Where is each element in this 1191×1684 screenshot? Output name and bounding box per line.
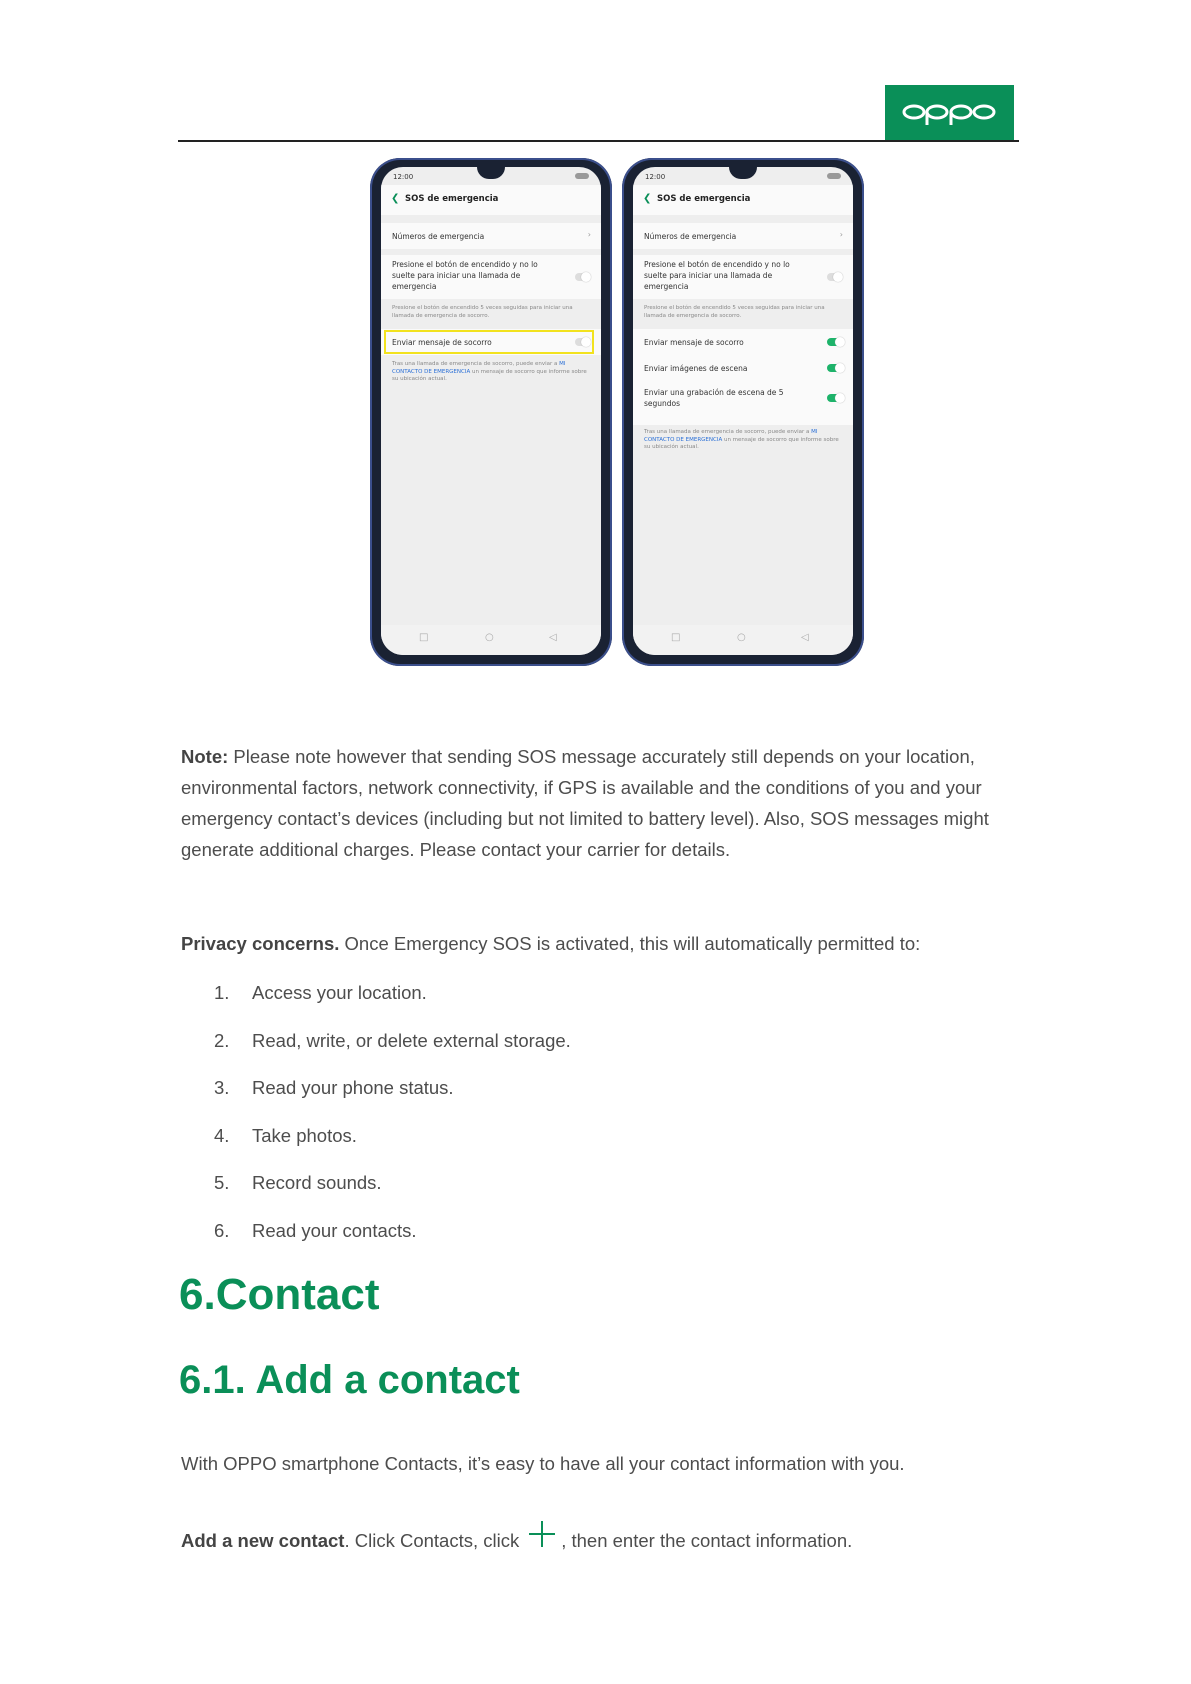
list-text: Read your phone status. bbox=[252, 1077, 454, 1098]
highlight-box bbox=[384, 330, 594, 354]
row-label: Enviar una grabación de escena de 5 segundos bbox=[644, 388, 784, 408]
row-label: Números de emergencia bbox=[392, 232, 485, 241]
toggle-switch-on[interactable] bbox=[827, 338, 843, 346]
emergency-contact-link[interactable]: MI CONTACTO DE EMERGENCIA bbox=[392, 361, 566, 375]
home-icon[interactable]: ○ bbox=[737, 632, 746, 643]
list-text: Access your location. bbox=[252, 982, 427, 1003]
nav-bar bbox=[633, 625, 853, 655]
list-number: 2. bbox=[214, 1029, 230, 1051]
chevron-right-icon: › bbox=[839, 230, 843, 239]
row-label: Enviar mensaje de socorro bbox=[392, 338, 492, 347]
notch bbox=[729, 167, 757, 179]
phone-screenshot-left bbox=[370, 158, 612, 666]
privacy-text: Once Emergency SOS is activated, this will automatically permitted to: bbox=[339, 933, 921, 954]
note-text: Please note however that sending SOS message accurately still depends on your location, environmental factors, network connectivity, if GPS is available and the conditions of you and your emergency contact’s devices (including but not limited to battery level). Also, SOS messages might generate additional charges. Please contact your carrier for details. bbox=[181, 746, 989, 860]
row-label: Enviar imágenes de escena bbox=[644, 364, 748, 373]
battery-icon bbox=[575, 173, 589, 179]
header-rule bbox=[178, 140, 1019, 142]
recents-icon[interactable]: □ bbox=[419, 632, 429, 643]
row-description bbox=[644, 429, 844, 452]
list-text: Record sounds. bbox=[252, 1172, 382, 1193]
battery-icon bbox=[827, 173, 841, 179]
row-description: Presione el botón de encendido 5 veces seguidas para iniciar una llamada de emergencia de socorro. bbox=[644, 305, 825, 319]
row-label: Números de emergencia bbox=[644, 232, 737, 241]
toggle-switch[interactable] bbox=[575, 273, 591, 281]
row-emergency-numbers[interactable] bbox=[633, 223, 853, 249]
list-text: Take photos. bbox=[252, 1124, 357, 1146]
privacy-paragraph bbox=[181, 933, 920, 955]
home-icon[interactable]: ○ bbox=[485, 632, 494, 643]
add-contact-label: Add a new contact bbox=[181, 1530, 345, 1551]
screen-title: SOS de emergencia bbox=[657, 194, 751, 204]
notch bbox=[477, 167, 505, 179]
title-bar bbox=[381, 185, 601, 215]
row-emergency-numbers[interactable] bbox=[381, 223, 601, 249]
toggle-group bbox=[633, 329, 853, 425]
phone-screen bbox=[381, 167, 601, 655]
oppo-logo bbox=[885, 85, 1014, 140]
toggle-switch-on[interactable] bbox=[827, 394, 843, 402]
phone-screen bbox=[633, 167, 853, 655]
oppo-logo-mark bbox=[885, 85, 1014, 140]
add-contact-text: , then enter the contact information. bbox=[561, 1530, 853, 1551]
desc-text: Tras una llamada de emergencia de socorro, puede enviar a bbox=[644, 429, 812, 435]
toggle-switch[interactable] bbox=[827, 273, 843, 281]
add-contact-paragraph bbox=[181, 1519, 852, 1552]
list-number: 6. bbox=[214, 1219, 230, 1241]
row-label: Enviar mensaje de socorro bbox=[644, 338, 744, 347]
emergency-contact-link[interactable]: MI CONTACTO DE EMERGENCIA bbox=[644, 429, 818, 443]
title-bar bbox=[633, 185, 853, 215]
status-time: 12:00 bbox=[393, 173, 414, 181]
subsection-heading: 6.1. Add a contact bbox=[179, 1358, 520, 1402]
row-power-button[interactable] bbox=[633, 255, 853, 299]
row-description bbox=[392, 361, 592, 384]
desc-text: Tras una llamada de emergencia de socorro, puede enviar a bbox=[392, 361, 560, 367]
row-label: Presione el botón de encendido y no lo suelte para iniciar una llamada de emergencia bbox=[392, 260, 538, 291]
recents-icon[interactable]: □ bbox=[671, 632, 681, 643]
back-nav-icon[interactable]: ◁ bbox=[549, 632, 557, 643]
list-number: 5. bbox=[214, 1172, 230, 1193]
phone-screenshot-right bbox=[622, 158, 864, 666]
back-nav-icon[interactable]: ◁ bbox=[801, 632, 809, 643]
list-number: 1. bbox=[214, 982, 230, 1003]
back-icon[interactable]: ❮ bbox=[643, 193, 652, 204]
intro-paragraph: With OPPO smartphone Contacts, it’s easy to have all your contact information with you. bbox=[181, 1453, 905, 1474]
add-contact-text: . Click Contacts, click bbox=[344, 1530, 520, 1551]
list-number: 4. bbox=[214, 1124, 230, 1146]
desc-text: un mensaje de socorro que informe sobre su ubicación actual. bbox=[644, 436, 839, 450]
screen-title: SOS de emergencia bbox=[405, 194, 499, 204]
section-heading: 6.Contact bbox=[179, 1270, 380, 1319]
nav-bar bbox=[381, 625, 601, 655]
list-text: Read, write, or delete external storage. bbox=[252, 1029, 571, 1051]
chevron-right-icon: › bbox=[587, 230, 591, 239]
list-number: 3. bbox=[214, 1077, 230, 1098]
privacy-label: Privacy concerns. bbox=[181, 933, 340, 954]
note-paragraph bbox=[181, 741, 1021, 865]
desc-text: un mensaje de socorro que informe sobre su ubicación actual. bbox=[392, 368, 587, 382]
status-time: 12:00 bbox=[645, 173, 666, 181]
row-label: Presione el botón de encendido y no lo suelte para iniciar una llamada de emergencia bbox=[644, 260, 790, 291]
back-icon[interactable]: ❮ bbox=[391, 193, 400, 204]
plus-icon bbox=[527, 1519, 557, 1549]
list-text: Read your contacts. bbox=[252, 1219, 417, 1241]
toggle-switch-on[interactable] bbox=[827, 364, 843, 372]
row-description: Presione el botón de encendido 5 veces seguidas para iniciar una llamada de emergencia de socorro. bbox=[392, 305, 573, 319]
row-power-button[interactable] bbox=[381, 255, 601, 299]
note-label: Note: bbox=[181, 746, 229, 767]
